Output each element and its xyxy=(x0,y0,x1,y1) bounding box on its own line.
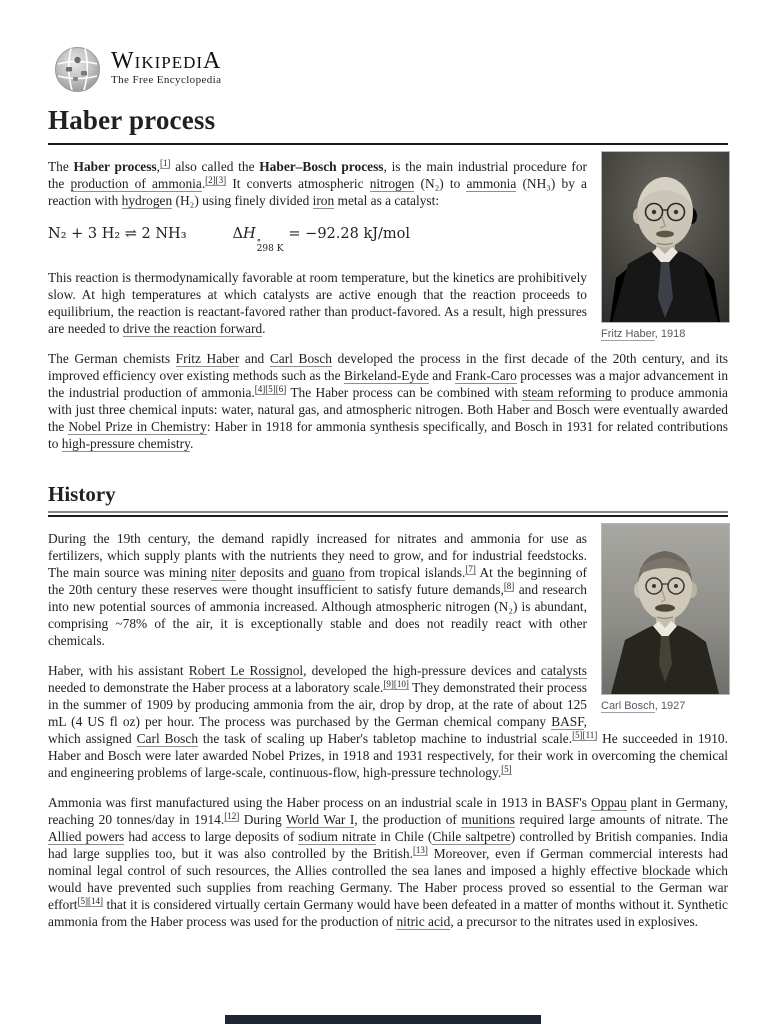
figure-carl-bosch xyxy=(601,523,728,713)
bold-text: Haber process xyxy=(73,159,157,174)
carl-bosch-photo[interactable] xyxy=(601,523,730,695)
bold-text: Haber–Bosch process xyxy=(259,159,384,174)
wiki-link[interactable]: steam reforming xyxy=(522,385,612,400)
wiki-link[interactable]: sodium nitrate xyxy=(298,829,377,844)
reference-link[interactable]: [13] xyxy=(412,844,428,855)
wiki-link[interactable]: ammonia xyxy=(466,176,517,191)
reference-link[interactable]: [5][11] xyxy=(572,729,598,740)
lead-paragraph-1: The Haber process,[1] also called the Haber–Bosch process, is the main industrial procedure for the production of ammonia.[2][3] It converts atmospheric nitrogen (N₂) to ammonia (NH₃) by a reaction with hydrogen (H₂) using finely divided iron metal as a catalyst: xyxy=(48,157,588,208)
wikipedia-tagline: The Free Encyclopedia xyxy=(111,74,222,86)
wiki-link[interactable]: niter xyxy=(211,565,236,580)
wiki-link[interactable]: Carl Bosch xyxy=(601,700,655,712)
wiki-link[interactable]: high-pressure chemistry xyxy=(61,436,190,451)
wiki-link[interactable]: drive the reaction forward xyxy=(122,321,263,336)
wiki-link[interactable]: iron xyxy=(312,193,335,208)
wikipedia-wordmark: WikipediA xyxy=(111,48,222,74)
wiki-link[interactable]: World War I xyxy=(285,812,355,827)
reference-link[interactable]: [9][10] xyxy=(383,678,409,689)
wiki-link[interactable]: Birkeland-Eyde xyxy=(344,368,429,383)
wikipedia-wordmark-block xyxy=(111,49,221,86)
wiki-link[interactable]: Fritz Haber xyxy=(601,328,655,340)
wiki-link[interactable]: BASF xyxy=(551,714,584,729)
wiki-link[interactable]: hydrogen xyxy=(121,193,173,208)
lead-paragraph-2: This reaction is thermodynamically favorable at room temperature, but the kinetics are prohibitively slow. At high temperatures at which catalysts are active enough that the reaction proceeds to equilibrium, the reaction is reactant-favored rather than product-favored. As a result, high pressures are needed to drive the reaction forward. xyxy=(48,270,587,336)
wiki-link[interactable]: Fritz Haber xyxy=(175,351,240,366)
reaction-formula: N₂ + 3 H₂ ⇌ 2 NH₃ xyxy=(48,226,187,242)
wiki-link[interactable]: guano xyxy=(312,565,345,580)
wiki-link[interactable]: nitrogen xyxy=(369,176,415,191)
wiki-link[interactable]: Frank-Caro xyxy=(455,368,517,383)
wiki-link[interactable]: Carl Bosch xyxy=(269,351,333,366)
wiki-link[interactable]: production of ammonia xyxy=(70,176,202,191)
reference-link[interactable]: [1] xyxy=(159,157,171,168)
reference-link[interactable]: [7] xyxy=(465,563,476,574)
wikipedia-globe-logo[interactable] xyxy=(54,46,101,93)
figure-fritz-haber xyxy=(601,151,728,341)
wiki-link[interactable]: catalysts xyxy=(540,663,587,678)
next-page-figure-edge xyxy=(225,1015,541,1024)
wiki-link[interactable]: munitions xyxy=(461,812,515,827)
wiki-link[interactable]: blockade xyxy=(642,863,691,878)
reference-link[interactable]: [4][5][6] xyxy=(254,383,287,394)
wiki-link[interactable]: Chile saltpetre xyxy=(432,829,511,844)
lead-paragraph-3: The German chemists Fritz Haber and Carl Bosch developed the process in the first decade of the 20th century, and its improved efficiency over existing methods such as the Birkeland-Eyde and Frank-Caro processes was a major advancement in the industrial production of ammonia.[4][5][6] The Haber process can be combined with steam reforming to produce ammonia with just three chemical inputs: water, natural gas, and atmospheric nitrogen. Both Haber and Bosch were eventually awarded the Nobel Prize in Chemistry: Haber in 1918 for ammonia synthesis specifically, and Bosch in 1931 for related contributions to high-pressure chemistry. xyxy=(48,351,729,451)
wiki-link[interactable]: Carl Bosch xyxy=(136,731,199,746)
enthalpy-term: ΔH ∘ 298 K = −92.28 kJ/mol xyxy=(232,226,411,254)
reference-link[interactable]: [8] xyxy=(503,580,515,591)
wiki-link[interactable]: nitric acid xyxy=(396,914,451,929)
wiki-link[interactable]: Nobel Prize in Chemistry xyxy=(68,419,207,434)
wikipedia-header xyxy=(54,46,728,93)
wiki-link[interactable]: Oppau xyxy=(590,795,627,810)
history-paragraph-3: Ammonia was first manufactured using the Haber process on an industrial scale in 1913 in BASF's Oppau plant in Germany, reaching 20 tonnes/day in 1914.[12] During World War I, the production of munitions required large amounts of nitrate. The Allied powers had access to large deposits of sodium nitrate in Chile (Chile saltpetre) controlled by British companies. India had large supplies too, but it was also controlled by the British.[13] Moreover, even if German commercial interests had nominal legal control of such resources, the Allies controlled the sea lanes and imposed a highly effective blockade which would have prevented such supplies from reaching Germany. The Haber process proved so essential to the German war effort[5][14] that it is considered virtually certain Germany would have been defeated in a matter of months without it. Synthetic ammonia from the Haber process was used for the production of nitric acid, a precursor to the nitrates used in explosives. xyxy=(48,795,729,929)
section-heading-history: History xyxy=(48,482,116,506)
reference-link[interactable]: [5][14] xyxy=(77,895,103,906)
fritz-haber-photo[interactable] xyxy=(601,151,730,323)
reference-link[interactable]: [12] xyxy=(224,810,240,821)
page-title: Haber process xyxy=(48,105,728,145)
figure-caption: Fritz Haber, 1918 xyxy=(601,328,686,340)
wiki-link[interactable]: Allied powers xyxy=(48,829,125,844)
history-paragraph-1: During the 19th century, the demand rapidly increased for nitrates and ammonia for use as fertilizers, which supply plants with the nutrients they need to grow, and for industrial feedstocks. The main source was mining niter deposits and guano from tropical islands.[7] At the beginning of the 20th century these reserves were thought insufficient to satisfy future demands,[8] and research into new potential sources of ammonia increased. Although atmospheric nitrogen (N₂) is abundant, comprising ~78% of the air, it is exceptionally stable and does not readily react with other chemicals. xyxy=(48,531,588,648)
reference-link[interactable]: [2][3] xyxy=(205,174,227,185)
reference-link[interactable]: [5] xyxy=(501,763,512,774)
wiki-link[interactable]: Robert Le Rossignol xyxy=(188,663,304,678)
figure-caption: Carl Bosch, 1927 xyxy=(601,700,686,712)
section-heading-rule xyxy=(48,511,728,517)
history-paragraph-2: Haber, with his assistant Robert Le Rossignol, developed the high-pressure devices and catalysts needed to demonstrate the Haber process at a laboratory scale.[9][10] They demonstrated their process in the summer of 1909 by producing ammonia from the air, drop by drop, at the rate of about 125 mL (4 US fl oz) per hour. The process was purchased by the German chemical company BASF, which assigned Carl Bosch the task of scaling up Haber's tabletop machine to industrial scale.[5][11] He succeeded in 1910. Haber and Bosch were later awarded Nobel Prizes, in 1918 and 1931 respectively, for their work in overcoming the chemical and engineering problems of large-scale, continuous-flow, high-pressure technology.[5] xyxy=(48,663,728,780)
